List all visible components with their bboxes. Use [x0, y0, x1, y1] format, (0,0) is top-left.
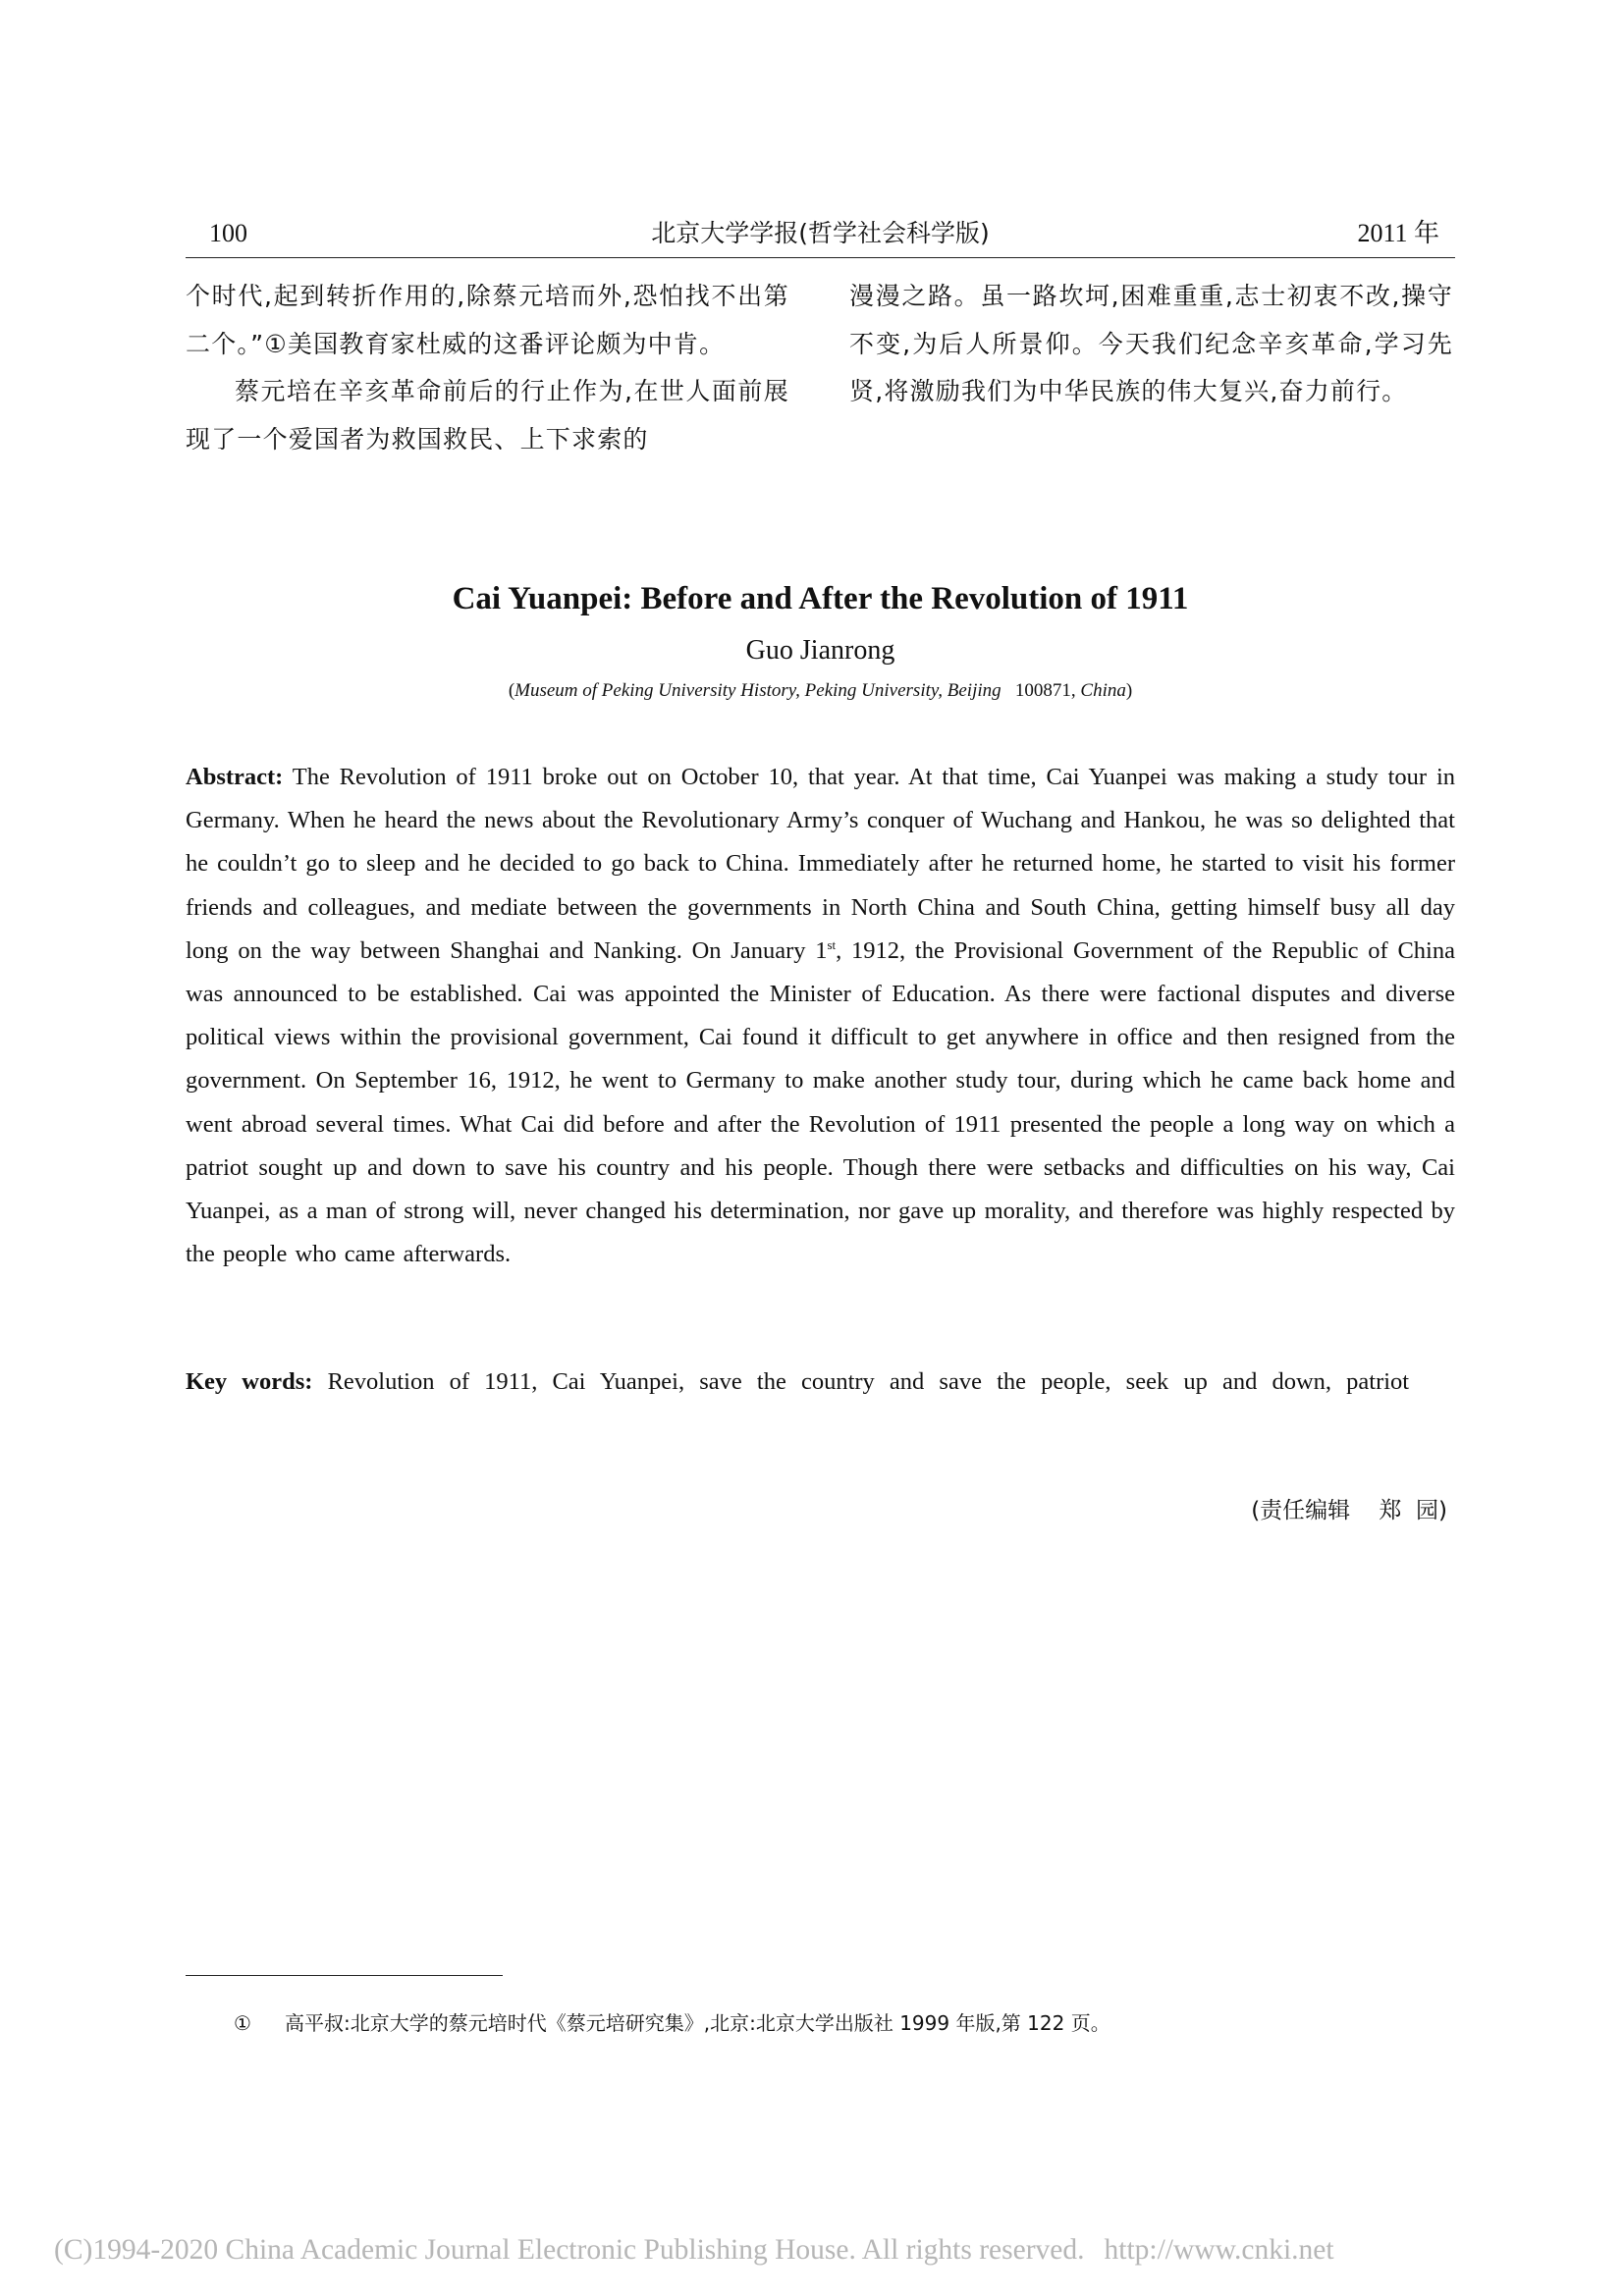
running-header: [186, 214, 1455, 258]
abstract-superscript: st: [827, 936, 837, 952]
english-title: Cai Yuanpei: Before and After the Revolution of 1911: [452, 581, 1189, 616]
copyright-line: [0, 2230, 1624, 2269]
left-paragraph-1: 个时代,起到转折作用的,除蔡元培而外,恐怕找不出第二个。”①美国教育家杜威的这番评论颇为中肯。: [186, 282, 789, 358]
year-suffix: 年: [1413, 219, 1439, 248]
right-paragraph: 漫漫之路。虽一路坎坷,困难重重,志士初衷不改,操守不变,为后人所景仰。今天我们纪念辛亥革命,学习先贤,将激励我们为中华民族的伟大复兴,奋力前行。: [849, 282, 1453, 405]
page-number: 100: [209, 219, 247, 247]
chinese-body-text: [186, 273, 1455, 499]
footnote-divider: [186, 1975, 503, 1976]
affiliation-country: China: [1080, 680, 1126, 701]
affiliation-close: ): [1125, 680, 1133, 701]
footnote-marker: ①: [234, 2011, 251, 2035]
journal-title: 北京大学学报(哲学社会科学版): [651, 219, 990, 247]
abstract: [186, 756, 1455, 1276]
abstract-label: Abstract:: [186, 764, 284, 790]
affiliation-open: (: [508, 680, 515, 701]
keywords-label: Key words:: [186, 1368, 313, 1395]
footnote-text: 高平叔:北京大学的蔡元培时代《蔡元培研究集》,北京:北京大学出版社 1999 年版,第 122 页。: [285, 2011, 1110, 2035]
keywords: [186, 1361, 1455, 1404]
abstract-text-part-1: The Revolution of 1911 broke out on October 10, that year. At that time, Cai Yuanpei was making a study tour in Germany. When he heard the news about the Revolutionary Army’s conquer of Wuchang and Hankou, he was so delighted that he couldn’t go to sleep and he decided to go back to China. Immediately after he returned home, he started to visit his former friends and colleagues, and mediate between the governments in North China and South China, getting himself busy all day long on the way between Shanghai and Nanking. On January 1: [186, 764, 1455, 964]
left-column: [186, 273, 789, 463]
abstract-text-part-2: , 1912, the Provisional Government of the Republic of China was announced to be established. Cai was appointed the Minister of Education. As there were factional disputes and diverse political views within the provisional government, Cai found it difficult to get anywhere in office and then resigned from the government. On September 16, 1912, he went to Germany to make another study tour, during which he came back home and went abroad several times. What Cai did before and after the Revolution of 1911 presented the people a long way on which a patriot sought up and down to save his country and his people. Though there were setbacks and difficulties on his way, Cai Yuanpei, as a man of strong will, never changed his determination, nor gave up morality, and therefore was highly respected by the people who came afterwards.: [186, 936, 1455, 1268]
footnote: [234, 2008, 1412, 2038]
year-number: 2011: [1357, 219, 1408, 247]
affiliation-postcode: 100871,: [1014, 680, 1076, 701]
responsible-editor: (责任编辑 郑 园): [1251, 1498, 1447, 1523]
author-name: Guo Jianrong: [745, 635, 895, 666]
right-column: [849, 273, 1453, 416]
issue-year: [1357, 214, 1439, 253]
left-paragraph-2: 蔡元培在辛亥革命前后的行止作为,在世人面前展现了一个爱国者为救国救民、上下求索的: [186, 377, 789, 454]
keywords-text: Revolution of 1911, Cai Yuanpei, save the country and save the people, seek up and down, patriot: [312, 1368, 1410, 1395]
affiliation-institution: Museum of Peking University History, Peking University, Beijing: [514, 680, 1001, 701]
author-affiliation: [186, 677, 1455, 705]
cnki-link[interactable]: http://www.cnki.net: [1104, 2234, 1334, 2266]
copyright-text: (C)1994-2020 China Academic Journal Electronic Publishing House. All rights reserved.: [54, 2234, 1085, 2266]
